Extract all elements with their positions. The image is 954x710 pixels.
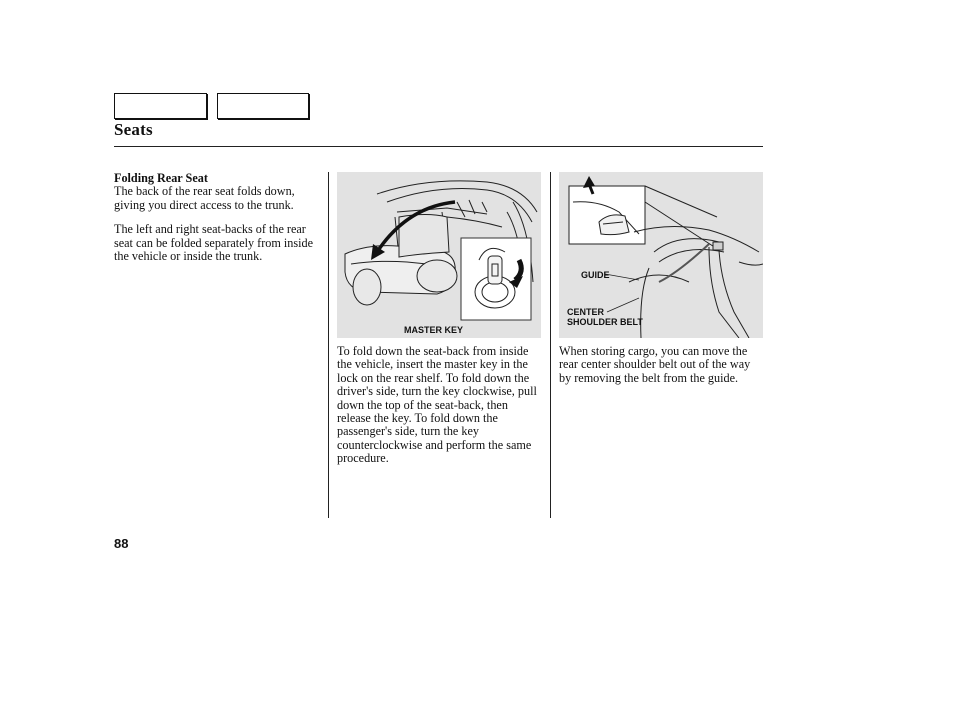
page-number: 88 xyxy=(114,536,129,551)
center-shoulder-belt-label: CENTER SHOULDER BELT xyxy=(567,307,643,327)
paragraph: The back of the rear seat folds down, giving you direct access to the trunk. xyxy=(114,184,295,212)
master-key-label: MASTER KEY xyxy=(404,325,464,335)
paragraph: When storing cargo, you can move the rear center shoulder belt out of the way by removing the belt from the guide. xyxy=(559,344,751,385)
rear-seat-fold-illustration xyxy=(337,172,541,338)
shoulder-belt-illustration xyxy=(559,172,763,338)
paragraph: To fold down the seat-back from inside the vehicle, insert the master key in the lock on the rear shelf. To fold down the driver's side, turn the key clockwise, pull down the top of the seat-back, then release the key. To fold down the passenger's side, turn the key counterclockwise and perform the same procedure. xyxy=(337,344,537,466)
column-2 xyxy=(337,345,541,477)
seat-key-diagram xyxy=(337,172,541,338)
header-rule xyxy=(114,146,763,147)
column-divider xyxy=(328,172,329,518)
subsection-heading: Folding Rear Seat xyxy=(114,171,208,185)
nav-tab-previous[interactable] xyxy=(114,93,207,119)
section-title: Seats xyxy=(114,120,153,139)
paragraph: The left and right seat-backs of the rear seat can be folded separately from inside the vehicle or inside the trunk. xyxy=(114,222,313,264)
column-divider xyxy=(550,172,551,518)
guide-label: GUIDE xyxy=(581,270,610,280)
nav-tab-next[interactable] xyxy=(217,93,309,119)
column-1 xyxy=(114,172,322,274)
column-3 xyxy=(559,345,763,396)
